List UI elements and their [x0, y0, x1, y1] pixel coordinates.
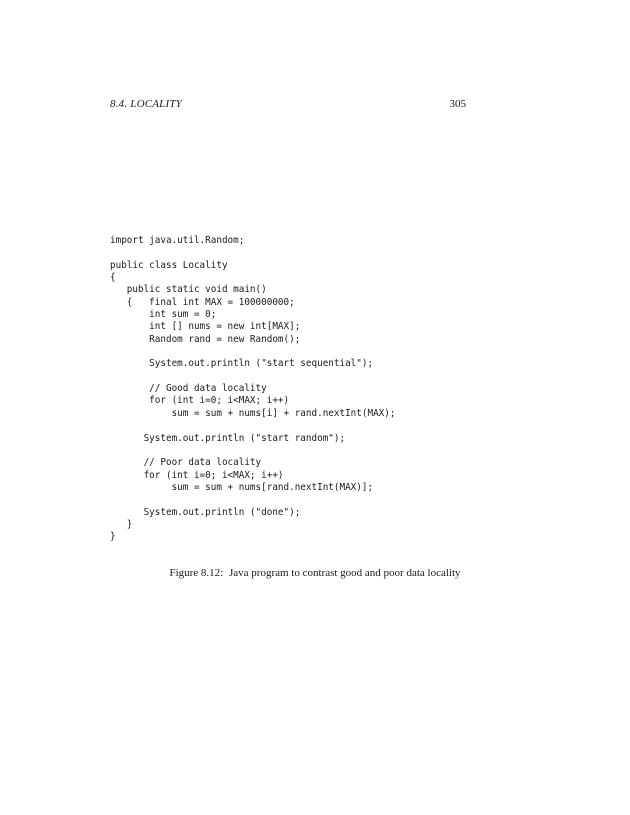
code-line [110, 346, 395, 358]
page-number: 305 [449, 98, 466, 110]
code-line: sum = sum + nums[rand.nextInt(MAX)]; [110, 481, 374, 493]
figure-label: Figure 8.12: [169, 567, 224, 579]
section-title: 8.4. LOCALITY [110, 98, 182, 110]
code-line: import java.util.Random; [110, 235, 245, 246]
code-line: System.out.println ("done"); [110, 506, 301, 518]
code-line: System.out.println ("start sequential"); [110, 358, 374, 370]
code-line: } [110, 518, 133, 530]
code-line [110, 371, 395, 383]
code-listing [110, 235, 395, 544]
code-line: Random rand = new Random(); [110, 333, 301, 345]
code-line: { [110, 272, 116, 284]
code-line [110, 445, 395, 457]
code-line: } [110, 531, 116, 543]
code-line: System.out.println ("start random"); [110, 432, 346, 444]
code-line: public static void main() [110, 284, 267, 296]
code-line: public class Locality [110, 259, 228, 271]
code-line [110, 494, 395, 506]
code-line: int [] nums = new int[MAX]; [110, 321, 301, 333]
code-line [110, 247, 395, 259]
code-line: for (int i=0; i<MAX; i++) [110, 469, 284, 481]
running-header [110, 98, 466, 112]
code-line: sum = sum + nums[i] + rand.nextInt(MAX); [110, 407, 396, 419]
figure-caption [0, 567, 630, 579]
code-line: for (int i=0; i<MAX; i++) [110, 395, 290, 407]
figure-caption-text: Java program to contrast good and poor data locality [228, 567, 461, 579]
code-line: // Good data locality [110, 383, 267, 395]
code-line: int sum = 0; [110, 309, 217, 321]
code-line: { final int MAX = 100000000; [110, 296, 295, 308]
code-line [110, 420, 395, 432]
code-line: // Poor data locality [110, 457, 262, 469]
